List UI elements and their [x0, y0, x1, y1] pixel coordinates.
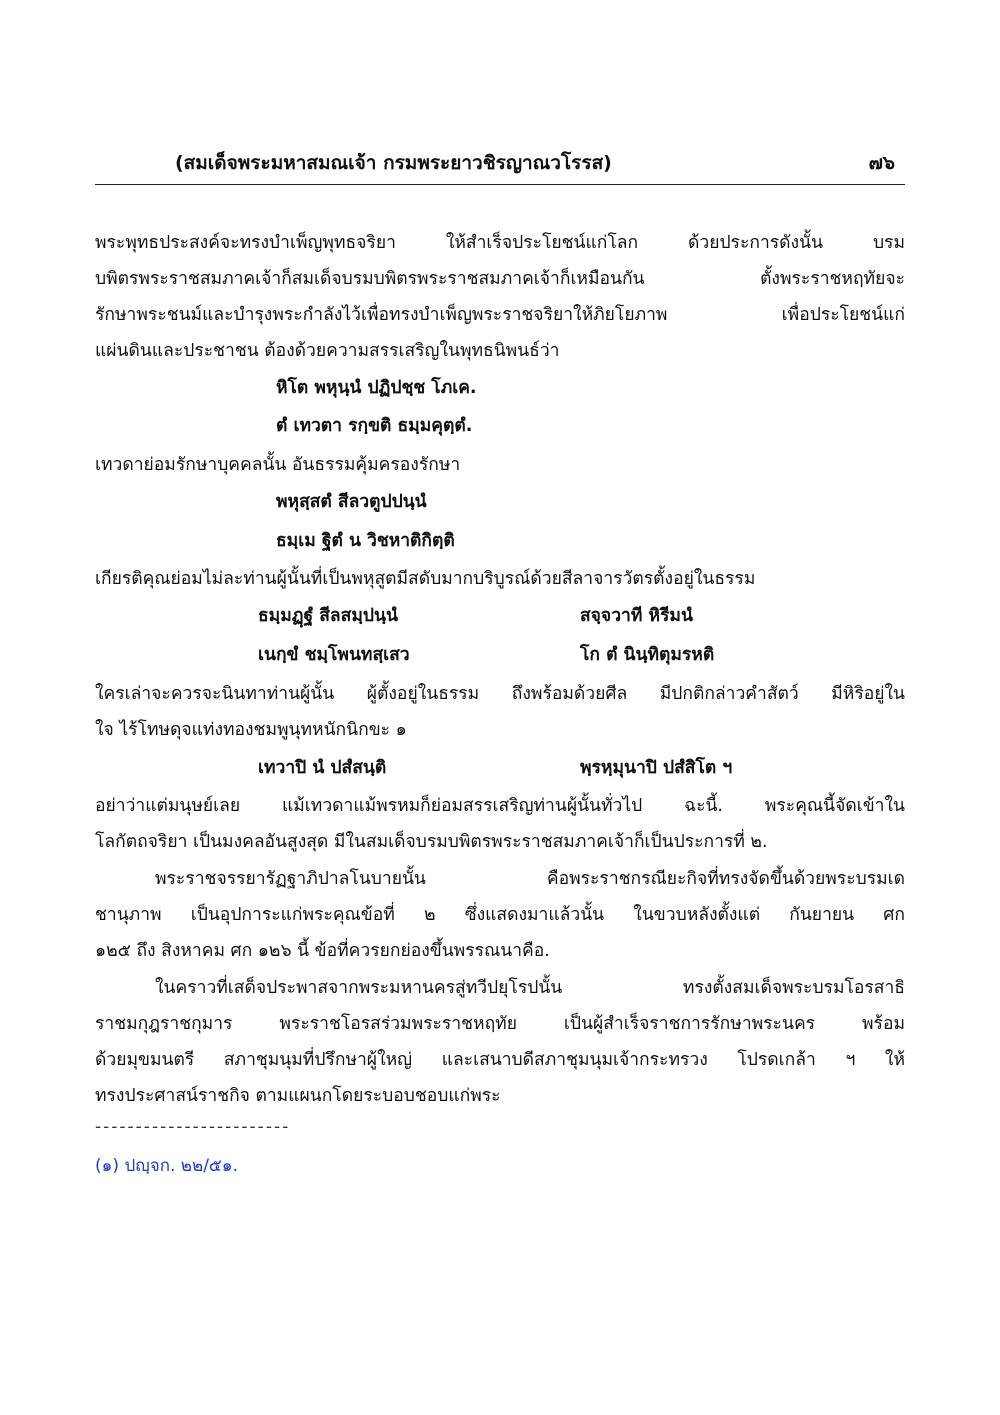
- pali-verse-left: เทวาปิ นํ ปสํสนฺติ: [258, 758, 387, 778]
- pali-verse-right: พฺรหฺมุนาปิ ปสํสิโต ฯ: [580, 758, 733, 778]
- body-line: ๑๒๕ ถึง สิงหาคม ศก ๑๒๖ นี้ ข้อที่ควรยกย่องขึ้นพรรณนาคือ.: [95, 941, 550, 961]
- body-line: ชานุภาพ เป็นอุปการะแก่พระคุณข้อที่ ๒ ซึ่งแสดงมาแล้วนั้น ในขวบหลังตั้งแต่ กันยายน ศก: [95, 905, 905, 925]
- pali-verse-line: หิโต พหุนฺนํ ปฏิปชฺช โภเค.: [276, 378, 477, 398]
- body-line: รักษาพระชนม์และบำรุงพระกำลังไว้เพื่อทรงบำเพ็ญพระราชจริยาให้ภิยโยภาพ เพื่อประโยชน์แก่: [95, 305, 905, 325]
- translation-line: เทวดาย่อมรักษาบุคคลนั้น อันธรรมคุ้มครองรักษา: [95, 455, 461, 475]
- body-line: แผ่นดินและประชาชน ต้องด้วยความสรรเสริญในพุทธนิพนธ์ว่า: [95, 341, 560, 361]
- translation-line: ใครเล่าจะควรจะนินทาท่านผู้นั้น ผู้ตั้งอยู่ในธรรม ถึงพร้อมด้วยศีล มีปกติกล่าวคำสัตว์ มีหิริอยู่ใน: [95, 684, 905, 704]
- body-line: ทรงประศาสน์ราชกิจ ตามแผนกโดยระบอบชอบแก่พระ: [95, 1086, 501, 1106]
- body-line: ด้วยมุขมนตรี สภาชุมนุมที่ปรึกษาผู้ใหญ่ และเสนาบดีสภาชุมนุมเจ้ากระทรวง โปรดเกล้า ฯ ให้: [95, 1050, 905, 1070]
- body-line: พระพุทธประสงค์จะทรงบำเพ็ญพุทธจริยา ให้สำเร็จประโยชน์แก่โลก ด้วยประการดังนั้น บรม: [95, 233, 905, 253]
- pali-verse-left: เนกฺขํ ชมฺโพนทสฺเสว: [258, 645, 410, 665]
- translation-line: ใจ ไร้โทษดุจแท่งทองชมพูนุทหนักนิกขะ ๑: [95, 720, 407, 740]
- body-line: พระราชจรรยารัฏฐาภิปาลโนบายนั้น คือพระราชกรณียะกิจที่ทรงจัดขึ้นด้วยพระบรมเด: [155, 869, 905, 889]
- pali-verse-line: ธมฺเม ฐิตํ น วิชหาติกิตฺติ: [276, 531, 455, 551]
- pali-verse-line: พหุสฺสตํ สีลวตูปปนฺนํ: [276, 492, 427, 512]
- body-line: บพิตรพระราชสมภาคเจ้าก็สมเด็จบรมบพิตรพระราชสมภาคเจ้าก็เหมือนกัน ตั้งพระราชหฤทัยจะ: [95, 269, 905, 289]
- pali-verse-right: สจฺจวาที หิรีมนํ: [580, 606, 693, 626]
- page-number: ๗๖: [868, 152, 895, 174]
- pali-verse-left: ธมฺมฏฺฐํ สีลสมฺปนฺนํ: [258, 606, 398, 626]
- pali-verse-right: โก ตํ นินฺทิตุมรหติ: [580, 645, 715, 665]
- body-line: ในคราวที่เสด็จประพาสจากพระมหานครสู่ทวีปยุโรปนั้น ทรงตั้งสมเด็จพระบรมโอรสาธิ: [155, 978, 905, 998]
- translation-line: เกียรติคุณย่อมไม่ละท่านผู้นั้นที่เป็นพหุสูตมีสดับมากบริบูรณ์ด้วยสีลาจารวัตรตั้งอยู่ในธรรม: [95, 569, 756, 589]
- page-header: [95, 140, 905, 185]
- header-title: (สมเด็จพระมหาสมณเจ้า กรมพระยาวชิรญาณวโรรส): [175, 152, 612, 174]
- footnote: (๑) ปญฺจก. ๒๒/๕๑.: [95, 1156, 238, 1176]
- body-line: ราชมกุฎราชกุมาร พระราชโอรสร่วมพระราชหฤทัย เป็นผู้สำเร็จราชการรักษาพระนคร พร้อม: [95, 1014, 905, 1034]
- body-line: อย่าว่าแต่มนุษย์เลย แม้เทวดาแม้พรหมก็ย่อมสรรเสริญท่านผู้นั้นทั่วไป ฉะนี้. พระคุณนี้จัดเข้าใน: [95, 796, 905, 816]
- body-line: โลกัตถจริยา เป็นมงคลอันสูงสุด มีในสมเด็จบรมบพิตรพระราชสมภาคเจ้าก็เป็นประการที่ ๒.: [95, 832, 768, 852]
- footnote-separator: ------------------------: [95, 1117, 291, 1137]
- pali-verse-line: ตํ เทวตา รกฺขติ ธมฺมคุตฺตํ.: [276, 416, 473, 436]
